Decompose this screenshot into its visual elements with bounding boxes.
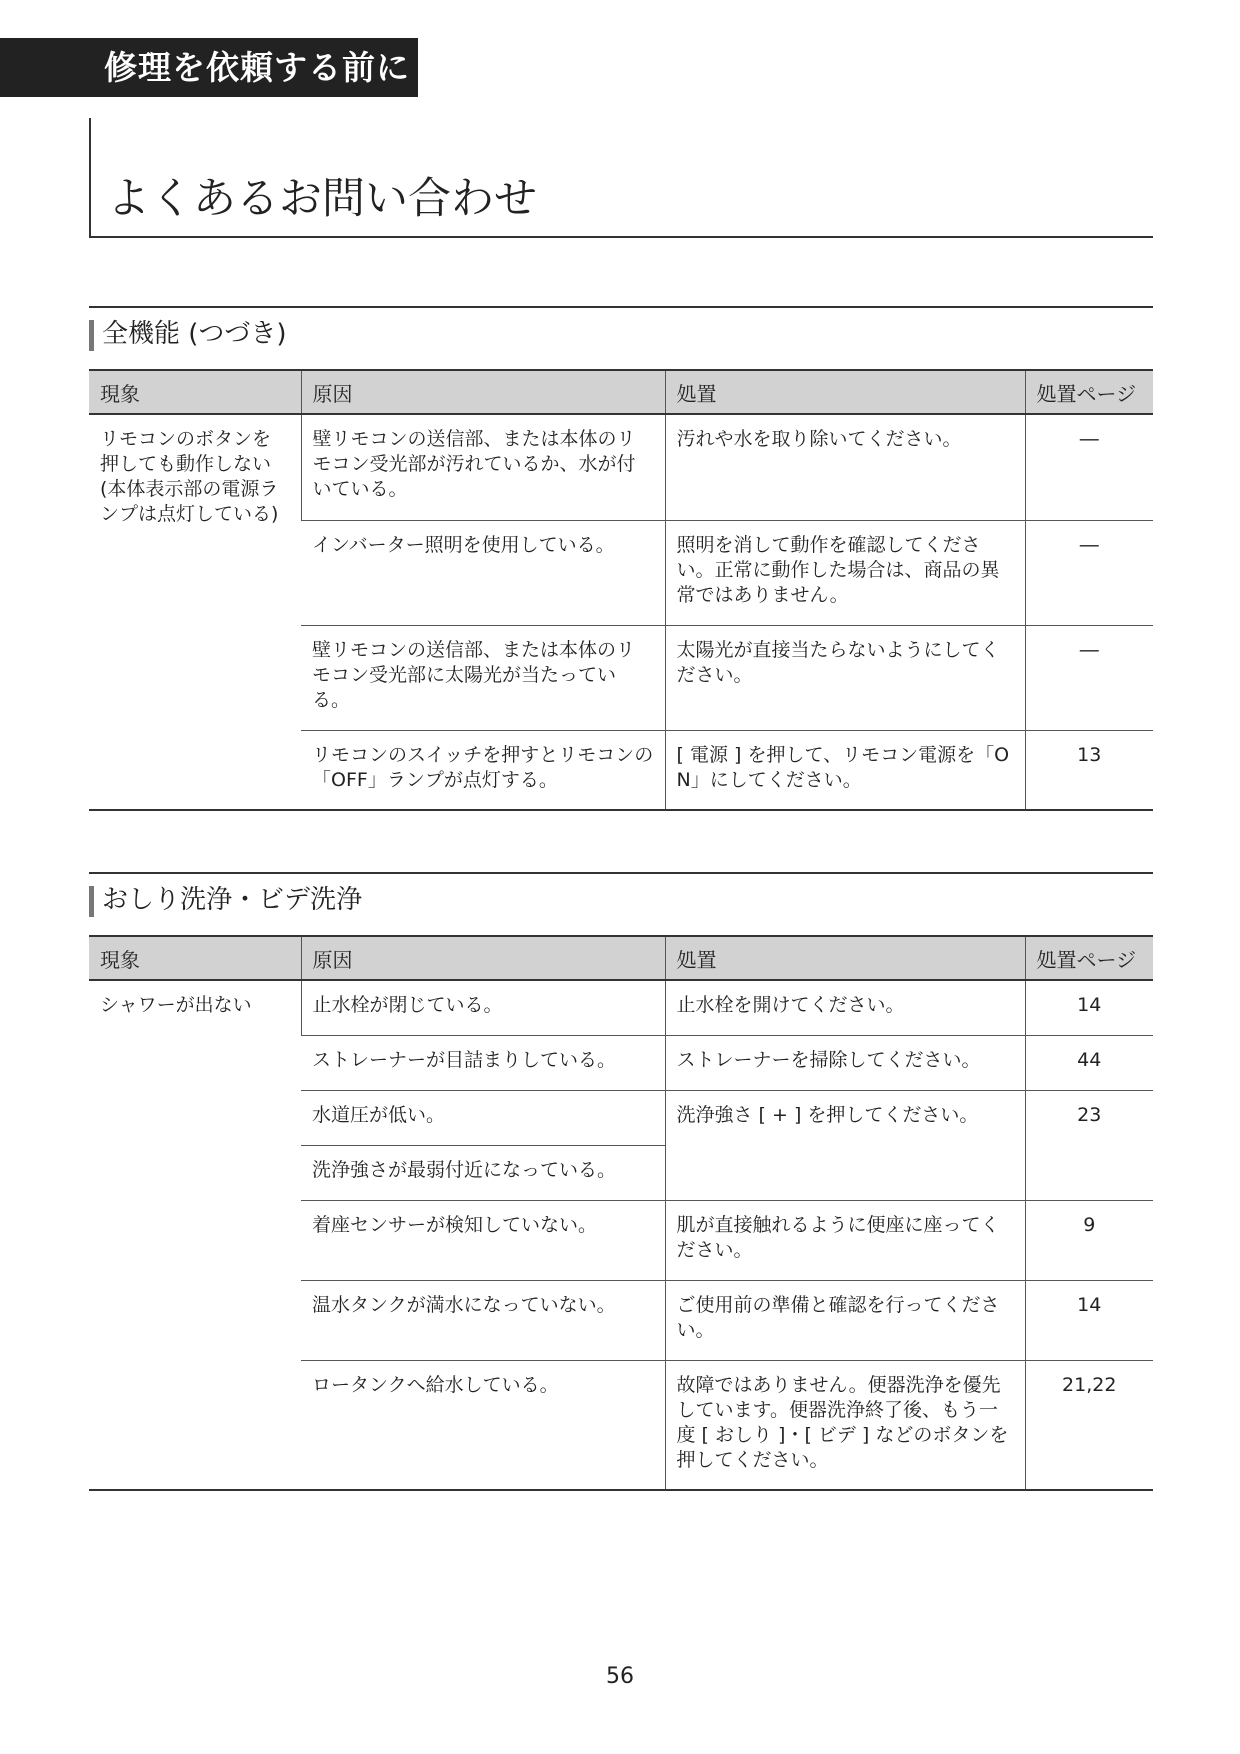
remedy-cell: 照明を消して動作を確認してください。正常に動作した場合は、商品の異常ではありません。 [665, 520, 1025, 625]
remedy-cell: [ 電源 ] を押して、リモコン電源を「ON」にしてください。 [665, 730, 1025, 810]
troubleshooting-table [89, 935, 1153, 1491]
table-row [89, 414, 1153, 520]
page-ref-cell: 44 [1025, 1035, 1153, 1090]
page-ref-cell: 21,22 [1025, 1360, 1153, 1490]
column-header-symptom: 現象 [89, 936, 301, 980]
remedy-cell: 太陽光が直接当たらないようにしてください。 [665, 625, 1025, 730]
page-ref-cell: ― [1025, 625, 1153, 730]
remedy-cell: 故障ではありません。便器洗浄を優先しています。便器洗浄終了後、もう一度 [ おしり ]・[ ビデ ] などのボタンを押してください。 [665, 1360, 1025, 1490]
cause-cell: 温水タンクが満水になっていない。 [301, 1280, 665, 1360]
section-title-bar [89, 320, 94, 351]
remedy-cell: ご使用前の準備と確認を行ってください。 [665, 1280, 1025, 1360]
cause-cell: 着座センサーが検知していない。 [301, 1200, 665, 1280]
column-header-remedy: 処置 [665, 370, 1025, 414]
page-ref-cell: ― [1025, 520, 1153, 625]
page-ref-cell: 9 [1025, 1200, 1153, 1280]
cause-cell: ロータンクへ給水している。 [301, 1360, 665, 1490]
column-header-page: 処置ページ [1025, 370, 1153, 414]
cause-cell: リモコンのスイッチを押すとリモコンの「OFF」ランプが点灯する。 [301, 730, 665, 810]
section-title [89, 306, 1153, 358]
chapter-tab-label: 修理を依頼する前に [104, 48, 410, 87]
table-header-row [89, 370, 1153, 414]
column-header-page: 処置ページ [1025, 936, 1153, 980]
cause-cell: インバーター照明を使用している。 [301, 520, 665, 625]
section-all-functions [89, 306, 1153, 811]
remedy-cell: 汚れや水を取り除いてください。 [665, 414, 1025, 520]
symptom-cell: シャワーが出ない [89, 980, 301, 1490]
column-header-symptom: 現象 [89, 370, 301, 414]
cause-cell: 洗浄強さが最弱付近になっている。 [301, 1145, 665, 1200]
cause-cell: 壁リモコンの送信部、または本体のリモコン受光部が汚れているか、水が付いている。 [301, 414, 665, 520]
page-title: よくあるお問い合わせ [107, 174, 537, 225]
section-title-label: おしり洗浄・ビデ洗浄 [102, 885, 363, 915]
cause-cell: 水道圧が低い。 [301, 1090, 665, 1145]
remedy-cell: 肌が直接触れるように便座に座ってください。 [665, 1200, 1025, 1280]
page-ref-cell: 13 [1025, 730, 1153, 810]
page-ref-cell: ― [1025, 414, 1153, 520]
table-header-row [89, 936, 1153, 980]
remedy-cell: 止水栓を開けてください。 [665, 980, 1025, 1035]
page-heading [89, 118, 1153, 238]
section-title-bar [89, 886, 94, 917]
cause-cell: 止水栓が閉じている。 [301, 980, 665, 1035]
column-header-remedy: 処置 [665, 936, 1025, 980]
table-row [89, 980, 1153, 1035]
chapter-tab [0, 38, 418, 97]
page-number: 56 [606, 1664, 634, 1689]
cause-cell: ストレーナーが目詰まりしている。 [301, 1035, 665, 1090]
remedy-cell: 洗浄強さ [ + ] を押してください。 [665, 1090, 1025, 1200]
column-header-cause: 原因 [301, 936, 665, 980]
page-ref-cell: 14 [1025, 1280, 1153, 1360]
remedy-cell: ストレーナーを掃除してください。 [665, 1035, 1025, 1090]
page-ref-cell: 14 [1025, 980, 1153, 1035]
section-title [89, 872, 1153, 924]
troubleshooting-table [89, 369, 1153, 811]
section-wash [89, 872, 1153, 1491]
cause-cell: 壁リモコンの送信部、または本体のリモコン受光部に太陽光が当たっている。 [301, 625, 665, 730]
section-title-label: 全機能 (つづき) [102, 319, 287, 349]
column-header-cause: 原因 [301, 370, 665, 414]
symptom-cell: リモコンのボタンを押しても動作しない(本体表示部の電源ランプは点灯している) [89, 414, 301, 810]
page-ref-cell: 23 [1025, 1090, 1153, 1200]
